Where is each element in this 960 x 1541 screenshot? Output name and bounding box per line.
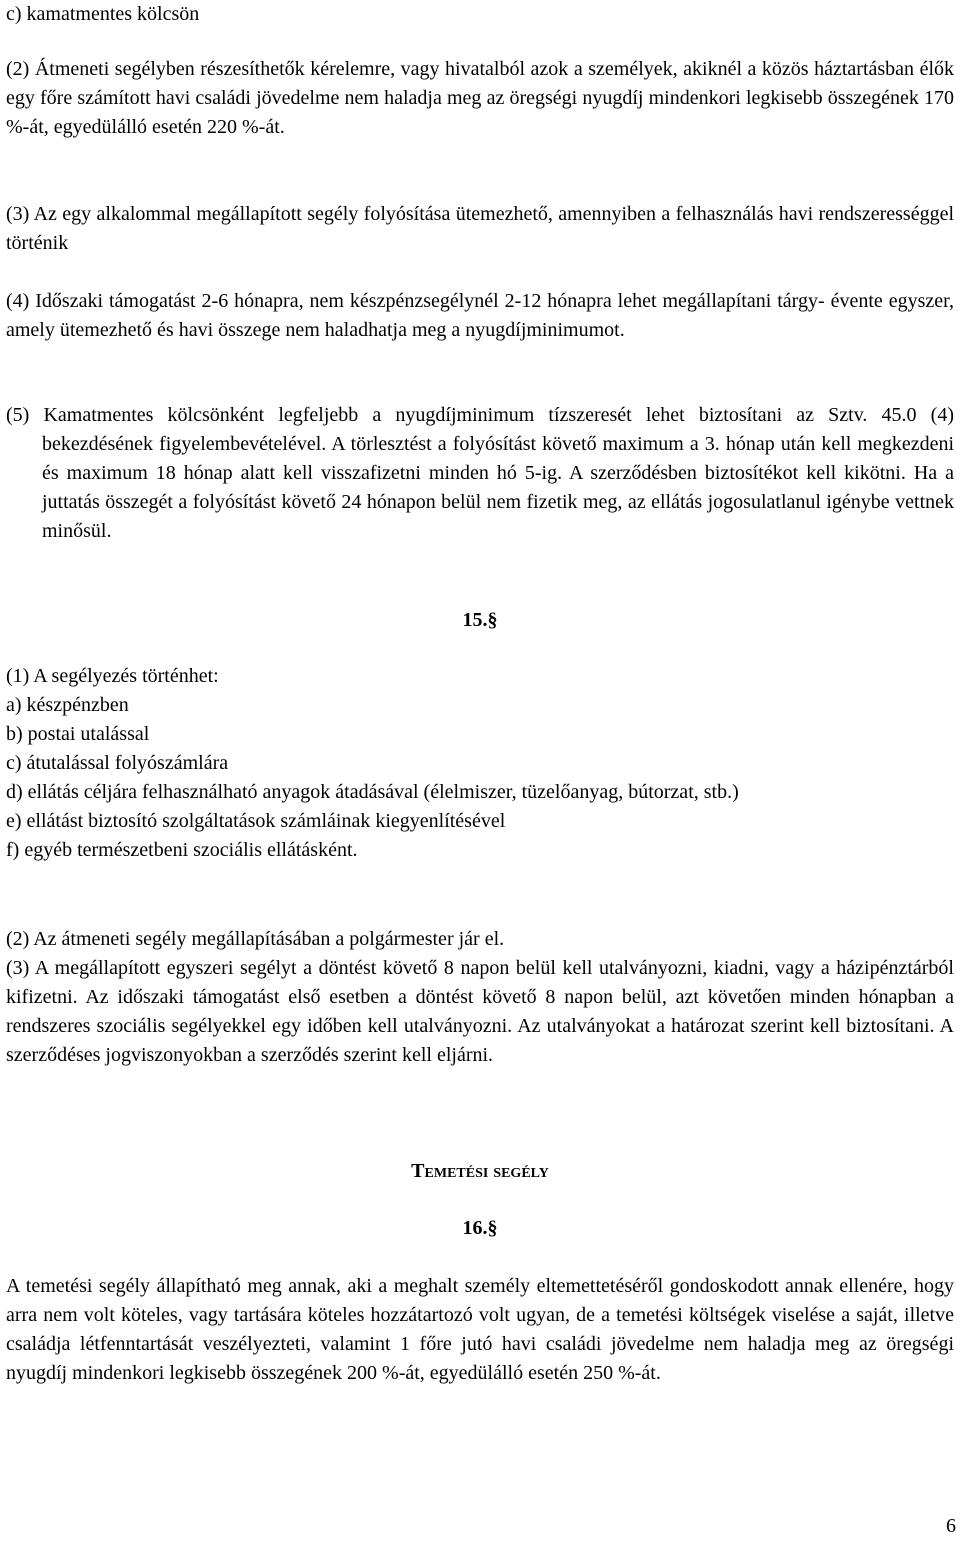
paragraph-3-folyositas: (3) Az egy alkalommal megállapított segély folyósítása ütemezhető, amennyiben a felhasználás havi rendszerességgel történik — [6, 203, 954, 254]
list-intro: (1) A segélyezés történhet: — [6, 665, 219, 687]
list-item-f: f) egyéb természetbeni szociális ellátásként. — [6, 839, 358, 861]
list-item-d: d) ellátás céljára felhasználható anyagok átadásával (élelmiszer, tüzelőanyag, bútorzat, stb.) — [6, 781, 739, 803]
section-15-paragraph-3: (3) A megállapított egyszeri segélyt a döntést követő 8 napon belül kell utalványozni, kiadni, vagy a házipénztárból kifizetni. Az időszaki támogatást első esetben a döntést követő 8 napon belül, azt követően minden hónapban a rendszeres szociális segélyekkel egy időben kell utalványozni. Az utalványokat a határozat szerint kell biztosítani. A szerződéses jogviszonyokban a szerződés szerint kell eljárni. — [6, 957, 954, 1066]
list-item-e: e) ellátást biztosító szolgáltatások számláinak kiegyenlítésével — [6, 810, 506, 832]
section-15-heading: 15.§ — [462, 609, 498, 631]
paragraph-c-kamatmentes: c) kamatmentes kölcsön — [6, 3, 200, 25]
list-item-a: a) készpénzben — [6, 694, 129, 716]
section-15-list — [6, 662, 954, 865]
paragraph-4-idoszaki-tamogatas: (4) Időszaki támogatást 2-6 hónapra, nem készpénzsegélynél 2-12 hónapra lehet megállapítani tárgy- évente egyszer, amely ütemezhető és havi összege nem haladhatja meg a nyugdíjminimumot. — [6, 290, 954, 341]
heading-temetesi-segely: Temetési segély — [411, 1160, 549, 1182]
list-item-c: c) átutalással folyószámlára — [6, 752, 229, 774]
paragraph-2-atmeneti-segely: (2) Átmeneti segélyben részesíthetők kérelemre, vagy hivatalból azok a személyek, akiknél a közös háztartásban élők egy főre számított havi családi jövedelme nem haladja meg az öregségi nyugdíj mindenkori legkisebb összegének 170 %-át, egyedülálló esetén 220 %-át. — [6, 58, 954, 138]
list-item-b: b) postai utalással — [6, 723, 150, 745]
section-15-paragraph-2: (2) Az átmeneti segély megállapításában a polgármester jár el. — [6, 928, 505, 950]
section-16-paragraph: A temetési segély állapítható meg annak, aki a meghalt személy eltemettetéséről gondoskodott annak ellenére, hogy arra nem volt köteles, vagy tartására köteles hozzátartozó volt ugyan, de a temetési költségek viselése a saját, illetve családja létfenntartását veszélyezteti, valamint 1 főre jutó havi családi jövedelme nem haladja meg az öregségi nyugdíj mindenkori legkisebb összegének 200 %-át, egyedülálló esetén 250 %-át. — [6, 1275, 954, 1384]
section-16-heading: 16.§ — [462, 1217, 498, 1239]
paragraph-5-kamatmentes-kolcson: (5) Kamatmentes kölcsönként legfeljebb a nyugdíjminimum tízszeresét lehet biztosítani az Sztv. 45.0 (4) bekezdésének figyelembevételével. A törlesztést a folyósítást követő maximum a 3. hónap után kell megkezdeni és maximum 18 hónap alatt kell visszafizetni minden hó 5-ig. A szerződésben biztosítékot kell kikötni. Ha a juttatás összegét a folyósítást követő 24 hónapon belül nem fizetik meg, az ellátás jogosulatlanul igénybe vettnek minősül. — [6, 404, 954, 542]
page-number: 6 — [946, 1515, 956, 1537]
